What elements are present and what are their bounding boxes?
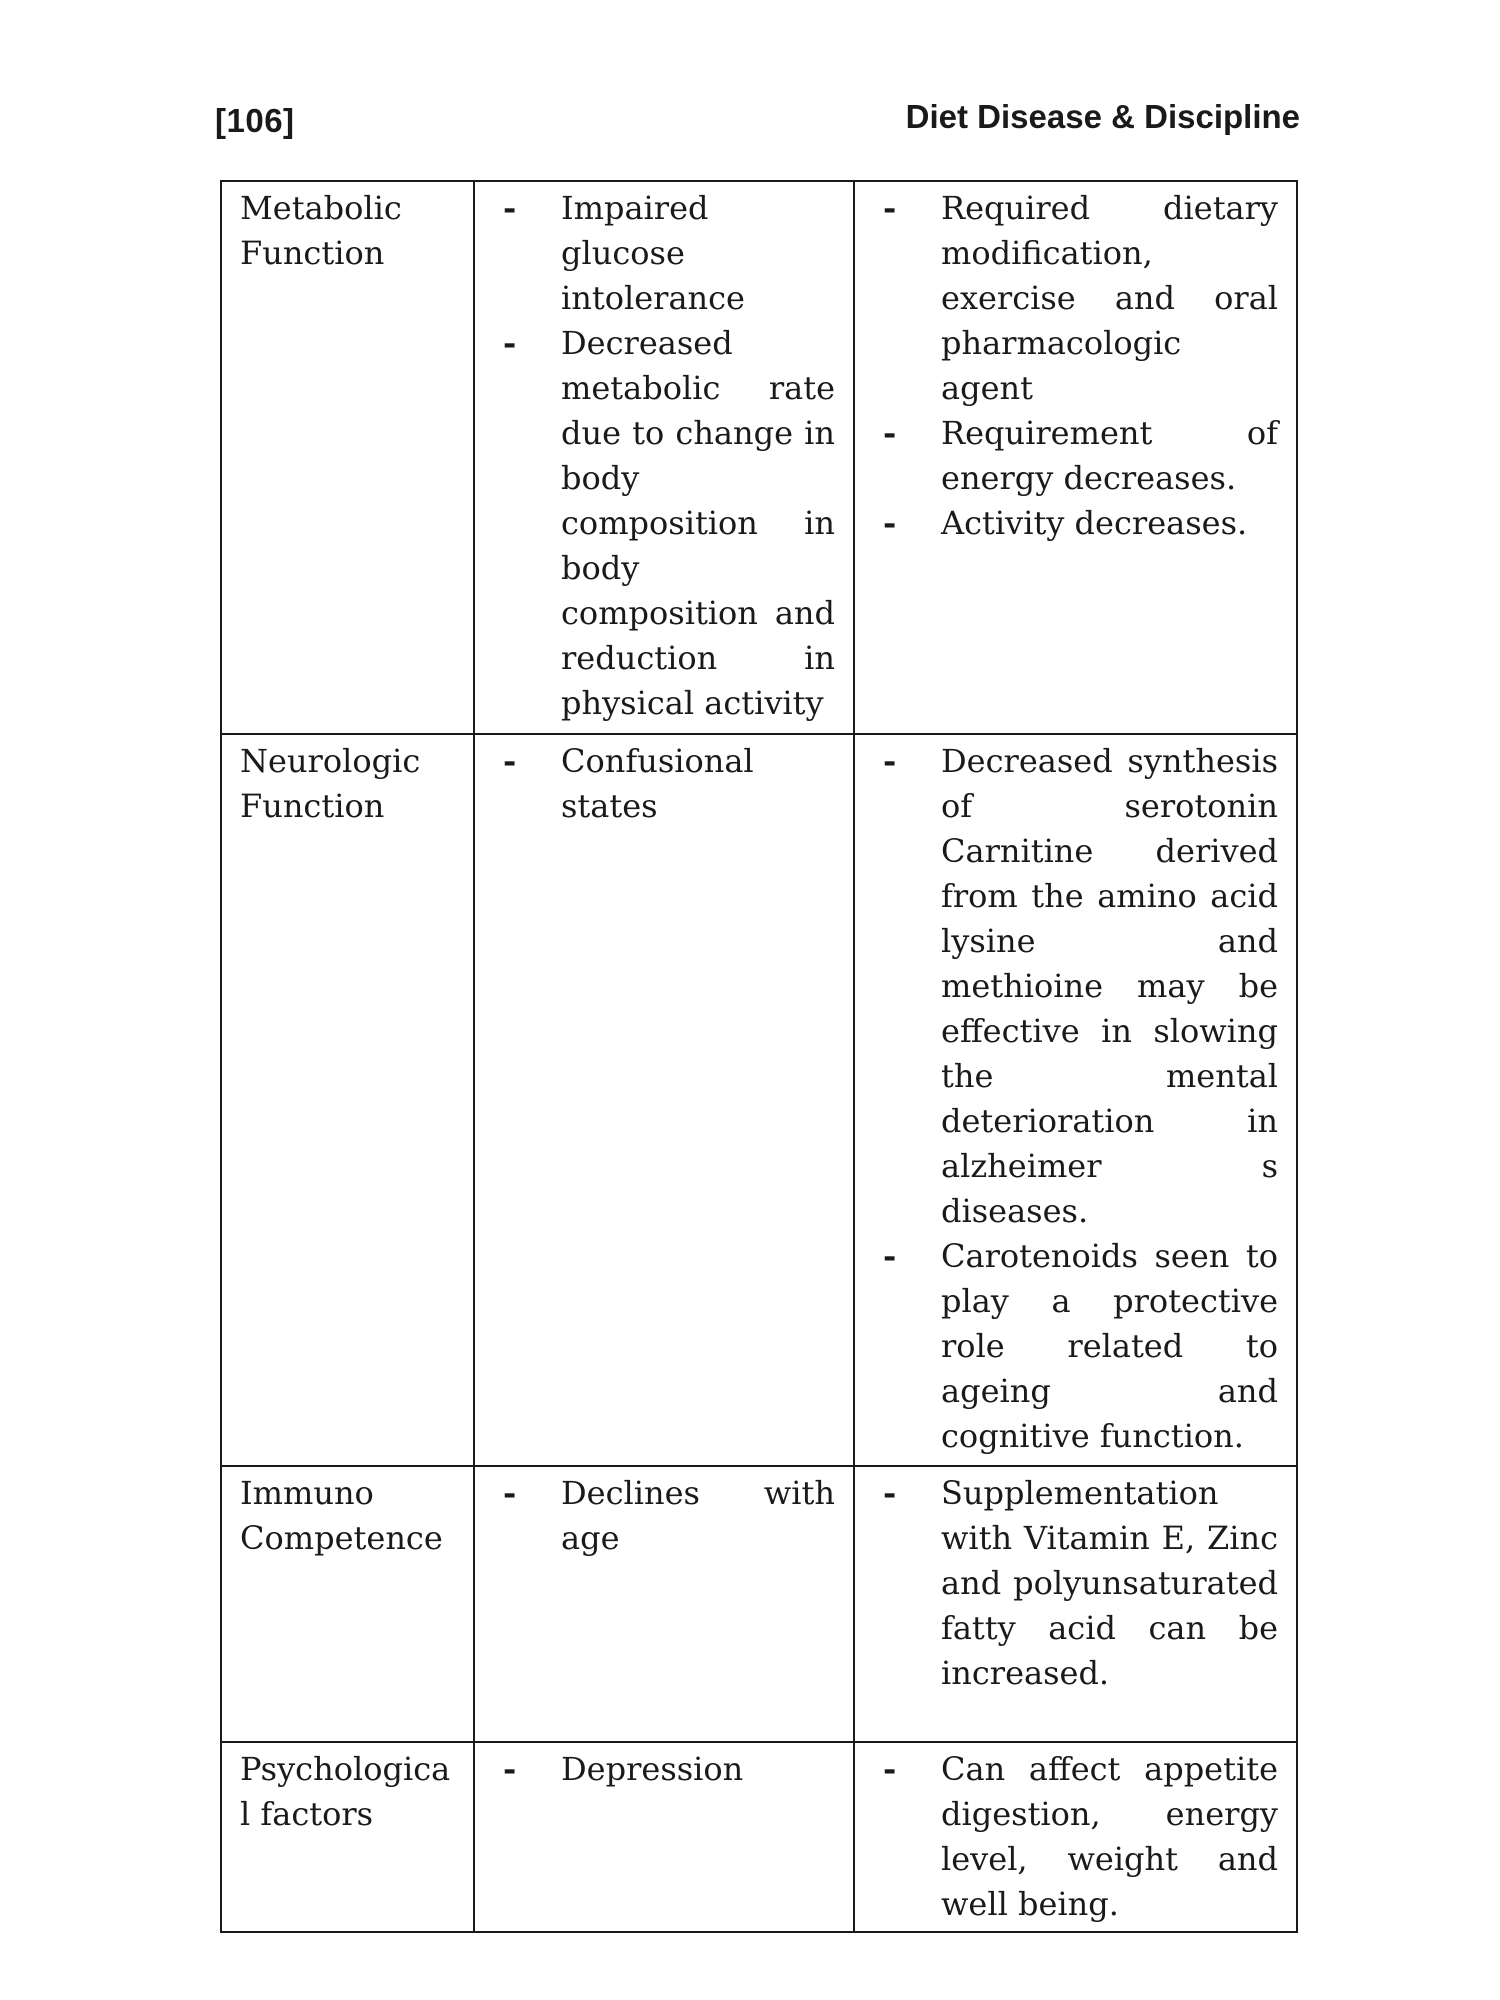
nutrition-ageing-table: [220, 180, 1298, 1933]
list-item: [873, 411, 1278, 501]
table-row: [221, 1742, 1297, 1932]
bullet-text: Confusional states: [561, 742, 754, 825]
implications-cell: [854, 734, 1297, 1466]
page-number: [106]: [215, 102, 295, 139]
bullet-text: Required dietary modification, exercise and oral pharmacologic agent: [941, 189, 1278, 407]
list-item: [493, 321, 835, 726]
implications-cell: [854, 1742, 1297, 1932]
bullet-text: Declines with age: [561, 1474, 835, 1557]
list-item: [493, 1747, 835, 1792]
list-item: [873, 501, 1278, 546]
bullet-text: Activity decreases.: [941, 504, 1248, 542]
factor-cell: [221, 1466, 474, 1742]
changes-cell: [474, 1466, 854, 1742]
bullet-text: Supplementation with Vitamin E, Zinc and polyunsaturated fatty acid can be increased.: [941, 1474, 1278, 1692]
list-item: [873, 739, 1278, 1234]
implications-cell: [854, 1466, 1297, 1742]
list-item: [873, 186, 1278, 411]
changes-cell: [474, 181, 854, 734]
factor-cell: [221, 1742, 474, 1932]
table-row: [221, 181, 1297, 734]
factor-cell: [221, 181, 474, 734]
running-title: Diet Disease & Discipline: [905, 98, 1300, 135]
list-item: [493, 739, 835, 829]
factor-label: Psychologica l factors: [240, 1750, 451, 1833]
bullet-text: Decreased synthesis of serotonin Carnitine derived from the amino acid lysine and methioine may be effective in slowing the mental deterioration in alzheimer s diseases.: [941, 742, 1278, 1230]
bullet-text: Impaired glucose intolerance: [561, 189, 745, 317]
list-item: [493, 1471, 835, 1561]
list-item: [873, 1471, 1278, 1696]
implications-cell: [854, 181, 1297, 734]
factor-label: Immuno Competence: [240, 1474, 443, 1557]
list-item: [873, 1234, 1278, 1459]
bullet-text: Carotenoids seen to play a protective role related to ageing and cognitive function.: [941, 1237, 1278, 1455]
factor-label: Metabolic Function: [240, 189, 402, 272]
factor-label: Neurologic Function: [240, 742, 421, 825]
list-item: [873, 1747, 1278, 1927]
bullet-text: Decreased metabolic rate due to change in body composition in body composition and reduction in physical activity: [561, 324, 835, 722]
bullet-text: Requirement of energy decreases.: [941, 414, 1278, 497]
bullet-text: Can affect appetite digestion, energy level, weight and well being.: [941, 1750, 1278, 1923]
list-item: [493, 186, 835, 321]
factor-cell: [221, 734, 474, 1466]
bullet-text: Depression: [561, 1750, 744, 1788]
table-row: [221, 734, 1297, 1466]
changes-cell: [474, 1742, 854, 1932]
changes-cell: [474, 734, 854, 1466]
table-row: [221, 1466, 1297, 1742]
